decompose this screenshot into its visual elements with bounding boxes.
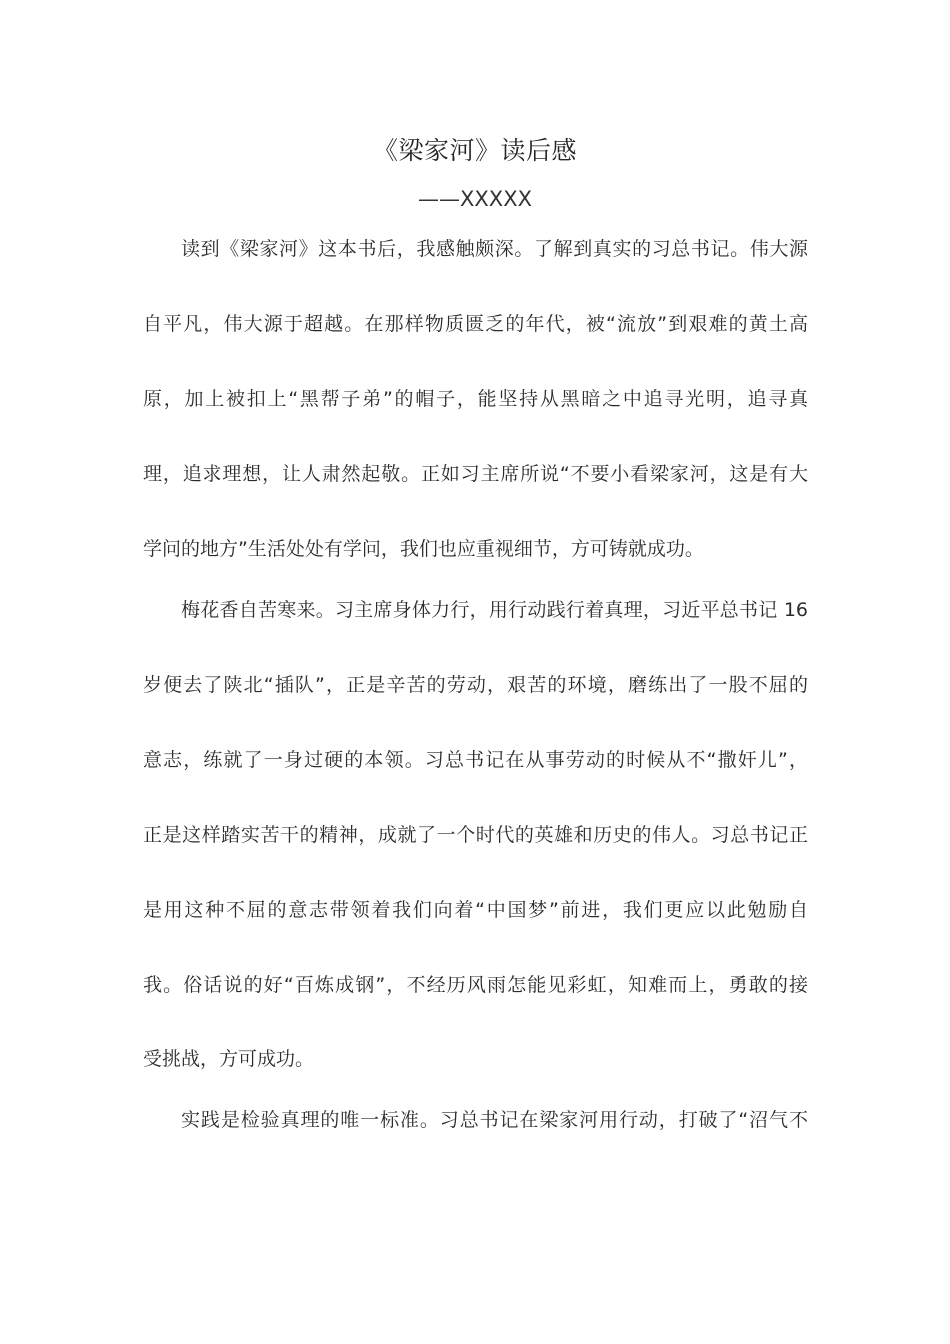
paragraph-line: 读到《梁家河》这本书后，我感触颇深。了解到真实的习总书记。伟大源 — [181, 238, 808, 260]
paragraph-line: 是用这种不屈的意志带领着我们向着“中国梦”前进，我们更应以此勉励自 — [143, 899, 808, 921]
paragraph-line: 岁便去了陕北“插队”，正是辛苦的劳动，艰苦的环境，磨练出了一股不屈的 — [143, 674, 808, 696]
paragraph-line: 学问的地方”生活处处有学问，我们也应重视细节，方可铸就成功。 — [143, 538, 704, 560]
paragraph-line: 意志，练就了一身过硬的本领。习总书记在从事劳动的时候从不“撒奸儿”， — [143, 749, 808, 771]
paragraph-line: 自平凡，伟大源于超越。在那样物质匮乏的年代，被“流放”到艰难的黄土高 — [143, 313, 808, 335]
paragraph-line: 理，追求理想，让人肃然起敬。正如习主席所说“不要小看梁家河，这是有大 — [143, 463, 808, 485]
paragraph-line: 正是这样踏实苦干的精神，成就了一个时代的英雄和历史的伟人。习总书记正 — [143, 824, 808, 846]
document-title: 《梁家河》读后感 — [372, 136, 577, 165]
paragraph-line: 我。俗话说的好“百炼成钢”，不经历风雨怎能见彩虹，知难而上，勇敢的接 — [143, 974, 808, 996]
paragraph-line: 原，加上被扣上“黑帮子弟”的帽子，能坚持从黑暗之中追寻光明，追寻真 — [143, 388, 808, 410]
paragraph-line: 受挑战，方可成功。 — [143, 1048, 315, 1070]
document-author: ——XXXXX — [418, 187, 532, 211]
paragraph-line: 梅花香自苦寒来。习主席身体力行，用行动践行着真理，习近平总书记 16 — [181, 599, 808, 621]
paragraph-line: 实践是检验真理的唯一标准。习总书记在梁家河用行动，打破了“沼气不 — [181, 1109, 808, 1131]
